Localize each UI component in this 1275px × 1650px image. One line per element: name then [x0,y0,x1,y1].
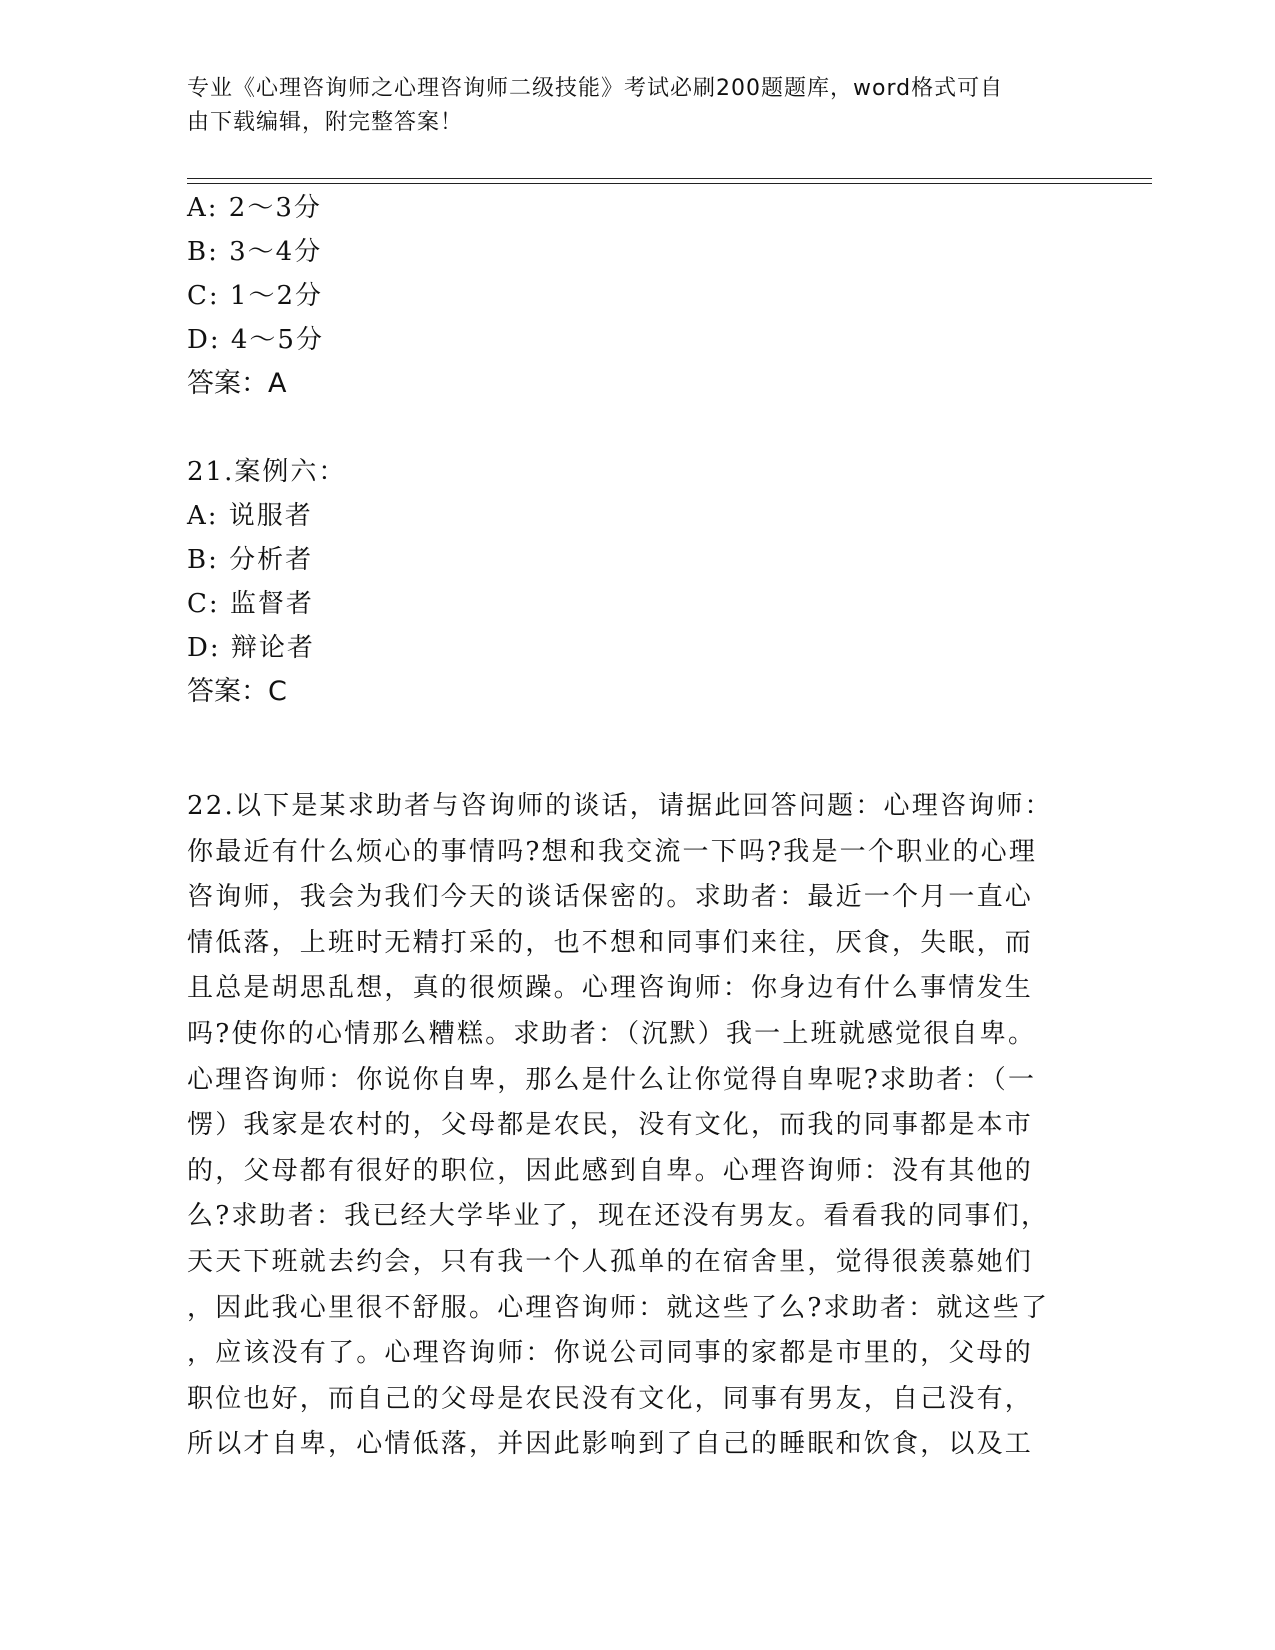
q22-line: 职位也好，而自己的父母是农民没有文化，同事有男友，自己没有， [187,1383,1034,1414]
q21-title: 21.案例六： [187,457,347,487]
q21-answer: 答案：C [187,676,287,707]
q22-line: 的，父母都有很好的职位，因此感到自卑。心理咨询师：没有其他的 [187,1155,1034,1186]
q20-option-c: C: 1～2分 [187,281,324,311]
q22-line: 吗?使你的心情那么糟糕。求助者：（沉默）我一上班就感觉很自卑。 [187,1018,1037,1049]
q21-option-a: A: 说服者 [187,501,313,531]
q21-option-b: B: 分析者 [187,545,314,575]
q20-option-d: D: 4～5分 [187,325,324,355]
q22-line: 咨询师，我会为我们今天的谈话保密的。求助者：最近一个月一直心 [187,882,1034,913]
document-header [187,72,1067,140]
q22-line: 情低落，上班时无精打采的，也不想和同事们来往，厌食，失眠，而 [187,927,1034,958]
q22-line: 22.以下是某求助者与咨询师的谈话，请据此回答问题：心理咨询师： [187,791,1053,821]
q22-line: 你最近有什么烦心的事情吗?想和我交流一下吗?我是一个职业的心理 [187,836,1038,867]
q20-option-a: A: 2～3分 [187,193,322,223]
q22-line: 心理咨询师：你说你自卑，那么是什么让你觉得自卑呢?求助者：（一 [187,1064,1037,1095]
q22-line: ，因此我心里很不舒服。心理咨询师：就这些了么?求助者：就这些了 [187,1292,1050,1323]
q20-option-b: B: 3～4分 [187,237,323,267]
q22-paragraph [187,784,1067,1468]
q22-line: 天天下班就去约会，只有我一个人孤单的在宿舍里，觉得很羡慕她们 [187,1246,1034,1277]
header-line-2: 由下载编辑，附完整答案！ [187,110,464,135]
header-divider-bottom [187,183,1152,184]
q22-line: 愣）我家是农村的，父母都是农民，没有文化，而我的同事都是本市 [187,1110,1034,1141]
q22-line: 所以才自卑，心情低落，并因此影响到了自己的睡眠和饮食，以及工 [187,1429,1034,1460]
header-divider-top [187,178,1152,179]
q22-line: ，应该没有了。心理咨询师：你说公司同事的家都是市里的，父母的 [187,1338,1034,1369]
q22-line: 么?求助者：我已经大学毕业了，现在还没有男友。看看我的同事们， [187,1201,1050,1232]
q21-option-c: C: 监督者 [187,589,314,619]
q22-line: 且总是胡思乱想，真的很烦躁。心理咨询师：你身边有什么事情发生 [187,973,1034,1004]
header-line-1: 专业《心理咨询师之心理咨询师二级技能》考试必刷200题题库，word格式可自 [187,76,1004,101]
q20-answer: 答案：A [187,368,287,399]
q21-option-d: D: 辩论者 [187,633,315,663]
